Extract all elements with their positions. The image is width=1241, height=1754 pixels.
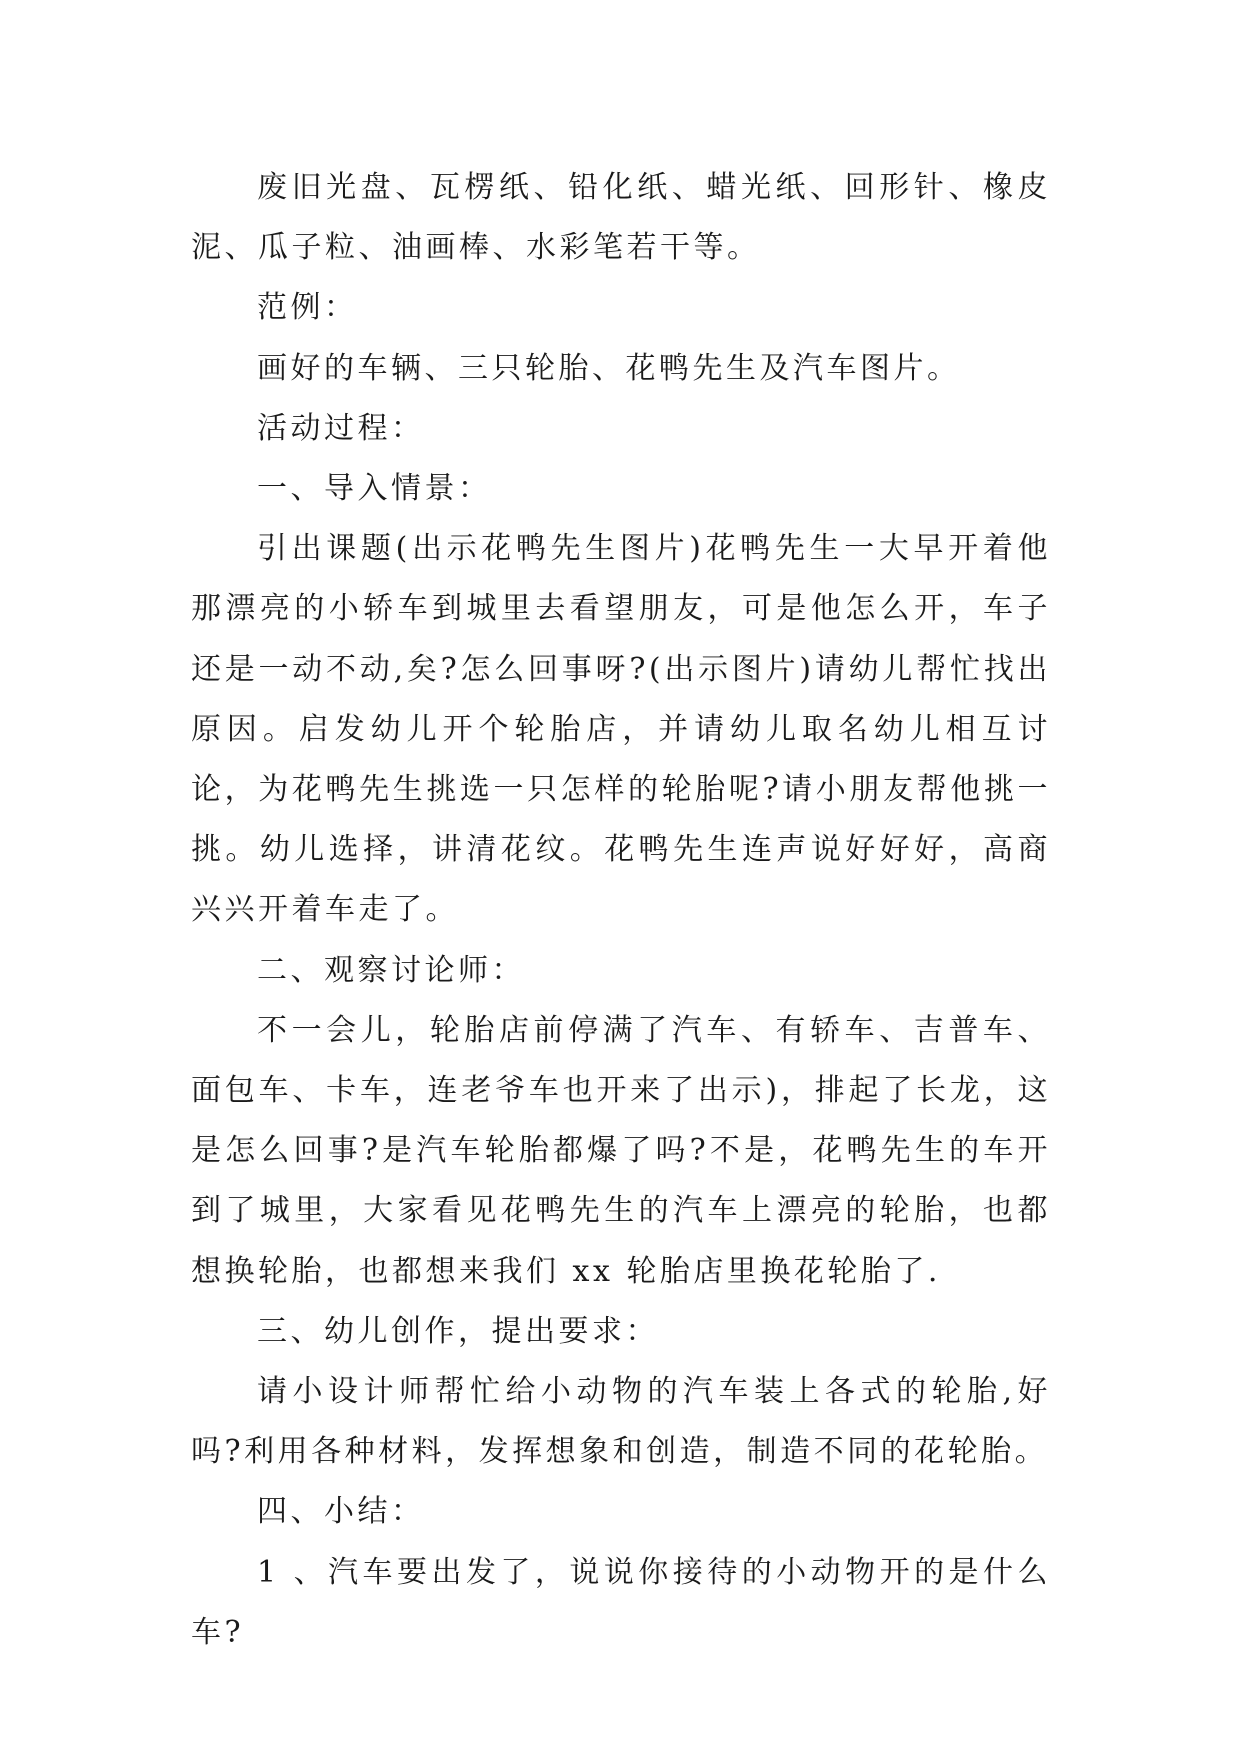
section-two-heading: 二、观察讨论师： xyxy=(257,952,525,988)
process-heading: 活动过程： xyxy=(257,410,425,446)
section-two-paragraph: 不一会儿，轮胎店前停满了汽车、有轿车、吉普车、面包车、卡车，连老爷车也开来了出示)，排起了长龙，这是怎么回事?是汽车轮胎都爆了吗?不是，花鸭先生的车开到了城里，大家看见花鸭先生的汽车上漂亮的轮胎，也都想换轮胎，也都想来我们 xx 轮胎店里换花轮胎了. xyxy=(191,1012,1051,1289)
section-one-heading: 一、导入情景： xyxy=(257,471,492,507)
section-four-heading: 四、小结： xyxy=(257,1494,425,1530)
document-body xyxy=(191,158,1051,1663)
materials-paragraph: 废旧光盘、瓦楞纸、铅化纸、蜡光纸、回形针、橡皮泥、瓜子粒、油画棒、水彩笔若干等。 xyxy=(191,170,1051,266)
section-one-paragraph: 引出课题(出示花鸭先生图片)花鸭先生一大早开着他那漂亮的小轿车到城里去看望朋友，可是他怎么开，车子还是一动不动,矣?怎么回事呀?(出示图片)请幼儿帮忙找出原因。启发幼儿开个轮胎店，并请幼儿取名幼儿相互讨论，为花鸭先生挑选一只怎样的轮胎呢?请小朋友帮他挑一挑。幼儿选择，讲清花纹。花鸭先生连声说好好好，高商兴兴开着车走了。 xyxy=(191,531,1051,928)
example-heading: 范例： xyxy=(257,290,358,326)
section-three-paragraph: 请小设计师帮忙给小动物的汽车装上各式的轮胎,好吗?利用各种材料，发挥想象和创造，制造不同的花轮胎。 xyxy=(191,1374,1051,1470)
example-paragraph: 画好的车辆、三只轮胎、花鸭先生及汽车图片。 xyxy=(257,350,961,386)
summary-item-1: 1 、汽车要出发了，说说你接待的小动物开的是什么车? xyxy=(191,1554,1051,1650)
section-three-heading: 三、幼儿创作，提出要求： xyxy=(257,1313,659,1349)
